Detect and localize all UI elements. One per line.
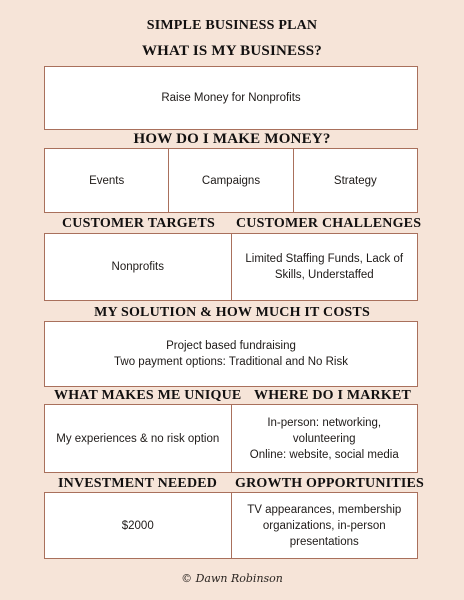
market-heading: WHERE DO I MARKET — [254, 388, 412, 403]
challenges-heading: CUSTOMER CHALLENGES — [236, 216, 422, 231]
money-item-campaigns: Campaigns — [168, 149, 292, 212]
customers-box — [44, 233, 418, 301]
solution-heading: MY SOLUTION & HOW MUCH IT COSTS — [94, 305, 370, 320]
money-heading: HOW DO I MAKE MONEY? — [133, 131, 331, 147]
money-item-events: Events — [89, 174, 125, 187]
growth-heading: GROWTH OPPORTUNITIES — [235, 476, 425, 491]
market-text: In-person: networking, volunteering Online: website, social media — [231, 405, 418, 472]
targets-heading: CUSTOMER TARGETS — [62, 216, 215, 231]
investment-text: $2000 — [121, 519, 154, 532]
investment-heading: INVESTMENT NEEDED — [58, 476, 218, 491]
page-title: SIMPLE BUSINESS PLAN — [146, 18, 318, 33]
unique-market-box — [44, 404, 418, 473]
money-box — [44, 148, 418, 213]
business-box — [44, 66, 418, 130]
solution-text: Project based fundraising Two payment options: Traditional and No Risk — [114, 340, 348, 368]
business-text: Raise Money for Nonprofits — [161, 92, 301, 104]
money-item-strategy: Strategy — [293, 149, 417, 212]
growth-text: TV appearances, membership organizations, in-person presentations — [231, 493, 418, 558]
footer-signature: © Dawn Robinson — [181, 572, 283, 585]
challenges-text: Limited Staffing Funds, Lack of Skills, Understaffed — [231, 234, 418, 300]
solution-box — [44, 321, 418, 387]
unique-text: My experiences & no risk option — [56, 432, 220, 445]
targets-text: Nonprofits — [111, 261, 164, 273]
business-heading: WHAT IS MY BUSINESS? — [141, 43, 323, 59]
investment-growth-box — [44, 492, 418, 559]
unique-heading: WHAT MAKES ME UNIQUE — [54, 388, 242, 403]
